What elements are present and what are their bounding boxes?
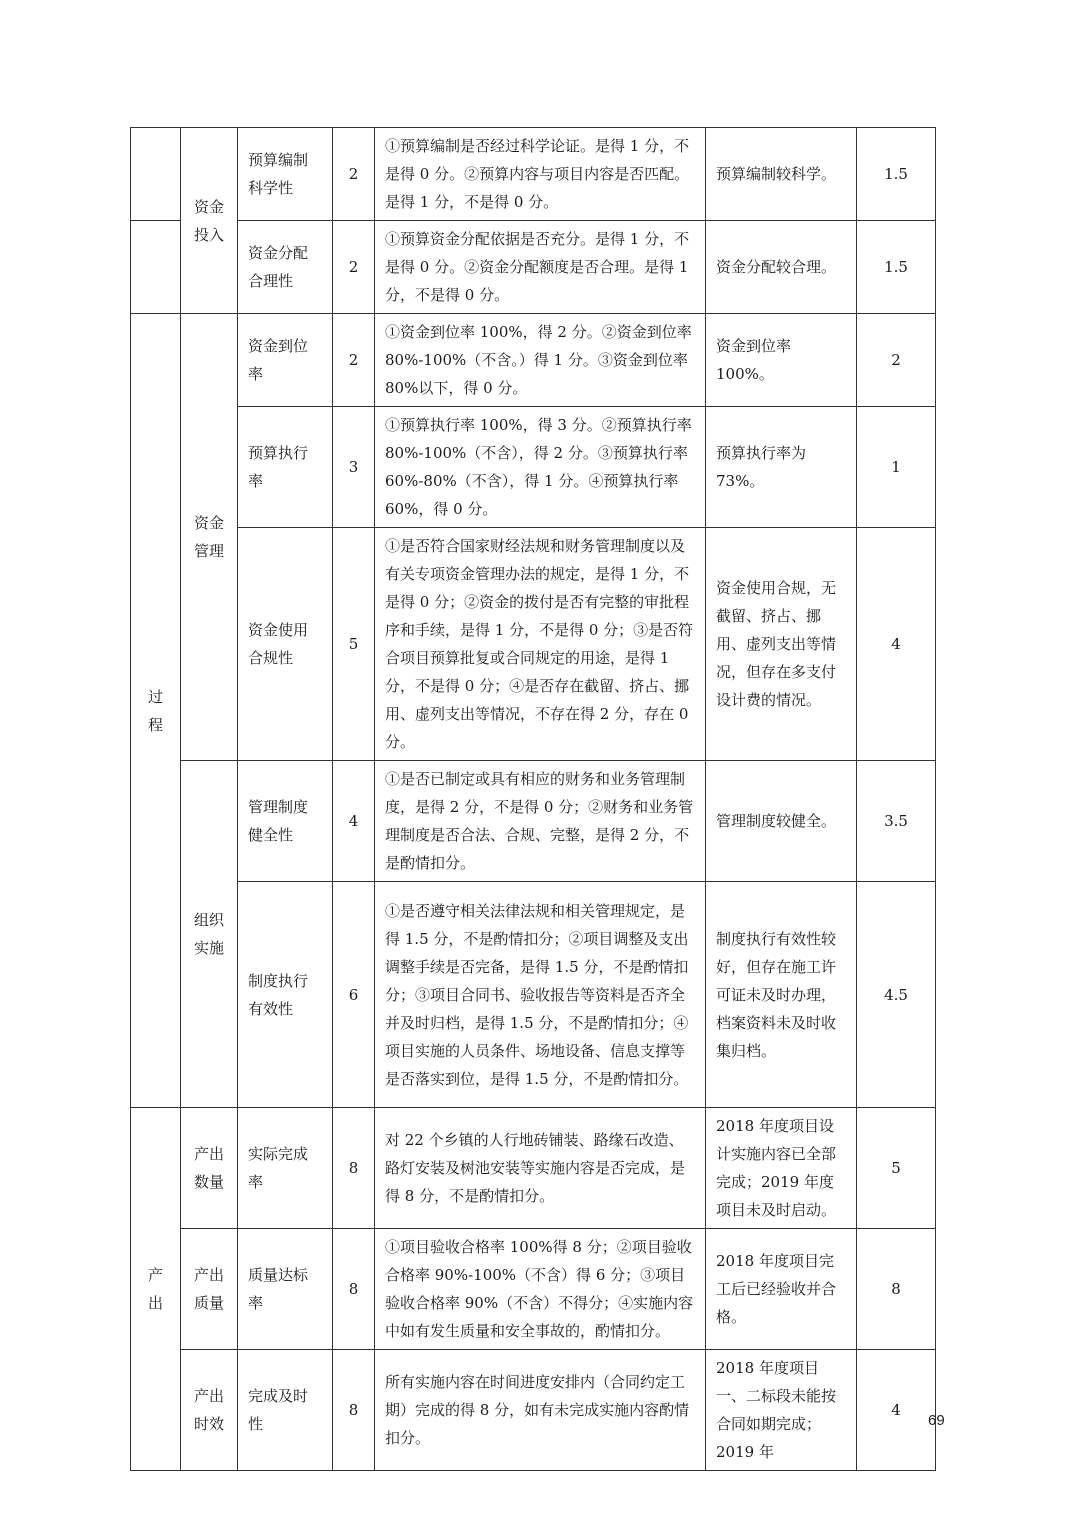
evaluation-table: [130, 127, 936, 1471]
level2-cell: 产出时效: [181, 1350, 238, 1471]
criteria-cell: ①预算编制是否经过科学论证。是得 1 分，不是得 0 分。②预算内容与项目内容是否匹配。是得 1 分，不是得 0 分。: [375, 128, 706, 221]
level2-cell: 资金管理: [181, 314, 238, 761]
score-cell: 2: [857, 314, 936, 407]
indicator-cell: 资金分配合理性: [238, 221, 333, 314]
finding-cell: 2018 年度项目完工后已经验收并合格。: [706, 1229, 857, 1350]
table-row: [131, 221, 936, 314]
level2-cell: 产出数量: [181, 1108, 238, 1229]
level2-cell: 资金投入: [181, 128, 238, 314]
finding-cell: 2018 年度项目一、二标段未能按合同如期完成；2019 年: [706, 1350, 857, 1471]
weight-cell: 2: [333, 221, 375, 314]
indicator-cell: 制度执行有效性: [238, 882, 333, 1108]
weight-cell: 8: [333, 1108, 375, 1229]
finding-cell: 预算执行率为 73%。: [706, 407, 857, 528]
level2-cell: 组织实施: [181, 761, 238, 1108]
level1-cell: 过程: [131, 314, 181, 1108]
table-row: [131, 1350, 936, 1471]
table-row: [131, 1229, 936, 1350]
page-number: 69: [928, 1412, 945, 1429]
table-row: [131, 528, 936, 761]
score-cell: 3.5: [857, 761, 936, 882]
finding-cell: 资金到位率 100%。: [706, 314, 857, 407]
indicator-cell: 预算执行率: [238, 407, 333, 528]
criteria-cell: ①是否遵守相关法律法规和相关管理规定，是得 1.5 分，不是酌情扣分；②项目调整及支出调整手续是否完备，是得 1.5 分，不是酌情扣分；③项目合同书、验收报告等资料是否齐全并及时归档，是得 1.5 分，不是酌情扣分；④项目实施的人员条件、场地设备、信息支撑等是否落实到位，是得 1.5 分，不是酌情扣分。: [375, 882, 706, 1108]
weight-cell: 3: [333, 407, 375, 528]
indicator-cell: 资金到位率: [238, 314, 333, 407]
weight-cell: 8: [333, 1229, 375, 1350]
level1-cell: 产出: [131, 1108, 181, 1471]
level1-cell-blank: [131, 128, 181, 221]
weight-cell: 6: [333, 882, 375, 1108]
score-cell: 1.5: [857, 221, 936, 314]
criteria-cell: ①是否符合国家财经法规和财务管理制度以及有关专项资金管理办法的规定，是得 1 分，不是得 0 分；②资金的拨付是否有完整的审批程序和手续，是得 1 分，不是得 0 分；③是否符合项目预算批复或合同规定的用途，是得 1 分，不是得 0 分；④是否存在截留、挤占、挪用、虚列支出等情况，不存在得 2 分，存在 0 分。: [375, 528, 706, 761]
weight-cell: 8: [333, 1350, 375, 1471]
table-row: [131, 1108, 936, 1229]
criteria-cell: 所有实施内容在时间进度安排内（合同约定工期）完成的得 8 分，如有未完成实施内容酌情扣分。: [375, 1350, 706, 1471]
weight-cell: 2: [333, 128, 375, 221]
finding-cell: 管理制度较健全。: [706, 761, 857, 882]
indicator-cell: 实际完成率: [238, 1108, 333, 1229]
indicator-cell: 管理制度健全性: [238, 761, 333, 882]
table-row: [131, 128, 936, 221]
score-cell: 1: [857, 407, 936, 528]
criteria-cell: ①资金到位率 100%，得 2 分。②资金到位率 80%-100%（不含。）得 1 分。③资金到位率 80%以下，得 0 分。: [375, 314, 706, 407]
score-cell: 4.5: [857, 882, 936, 1108]
weight-cell: 2: [333, 314, 375, 407]
finding-cell: 制度执行有效性较好，但存在施工许可证未及时办理，档案资料未及时收集归档。: [706, 882, 857, 1108]
table-row: [131, 882, 936, 1108]
criteria-cell: ①预算资金分配依据是否充分。是得 1 分，不是得 0 分。②资金分配额度是否合理。是得 1 分，不是得 0 分。: [375, 221, 706, 314]
score-cell: 1.5: [857, 128, 936, 221]
criteria-cell: ①预算执行率 100%，得 3 分。②预算执行率 80%-100%（不含），得 2 分。③预算执行率 60%-80%（不含），得 1 分。④预算执行率 60%，得 0 分。: [375, 407, 706, 528]
table-row: [131, 761, 936, 882]
score-cell: 8: [857, 1229, 936, 1350]
finding-cell: 2018 年度项目设计实施内容已全部完成；2019 年度项目未及时启动。: [706, 1108, 857, 1229]
score-cell: 4: [857, 528, 936, 761]
indicator-cell: 预算编制科学性: [238, 128, 333, 221]
criteria-cell: ①是否已制定或具有相应的财务和业务管理制度，是得 2 分，不是得 0 分；②财务和业务管理制度是否合法、合规、完整，是得 2 分，不是酌情扣分。: [375, 761, 706, 882]
criteria-cell: ①项目验收合格率 100%得 8 分；②项目验收合格率 90%-100%（不含）得 6 分；③项目验收合格率 90%（不含）不得分；④实施内容中如有发生质量和安全事故的，酌情扣分。: [375, 1229, 706, 1350]
weight-cell: 5: [333, 528, 375, 761]
table-row: [131, 407, 936, 528]
indicator-cell: 完成及时性: [238, 1350, 333, 1471]
table-row: [131, 314, 936, 407]
criteria-cell: 对 22 个乡镇的人行地砖铺装、路缘石改造、路灯安装及树池安装等实施内容是否完成，是得 8 分，不是酌情扣分。: [375, 1108, 706, 1229]
indicator-cell: 质量达标率: [238, 1229, 333, 1350]
score-cell: 4: [857, 1350, 936, 1471]
level1-cell-blank: [131, 221, 181, 314]
indicator-cell: 资金使用合规性: [238, 528, 333, 761]
finding-cell: 资金使用合规，无截留、挤占、挪用、虚列支出等情况，但存在多支付设计费的情况。: [706, 528, 857, 761]
weight-cell: 4: [333, 761, 375, 882]
finding-cell: 资金分配较合理。: [706, 221, 857, 314]
score-cell: 5: [857, 1108, 936, 1229]
level2-cell: 产出质量: [181, 1229, 238, 1350]
finding-cell: 预算编制较科学。: [706, 128, 857, 221]
